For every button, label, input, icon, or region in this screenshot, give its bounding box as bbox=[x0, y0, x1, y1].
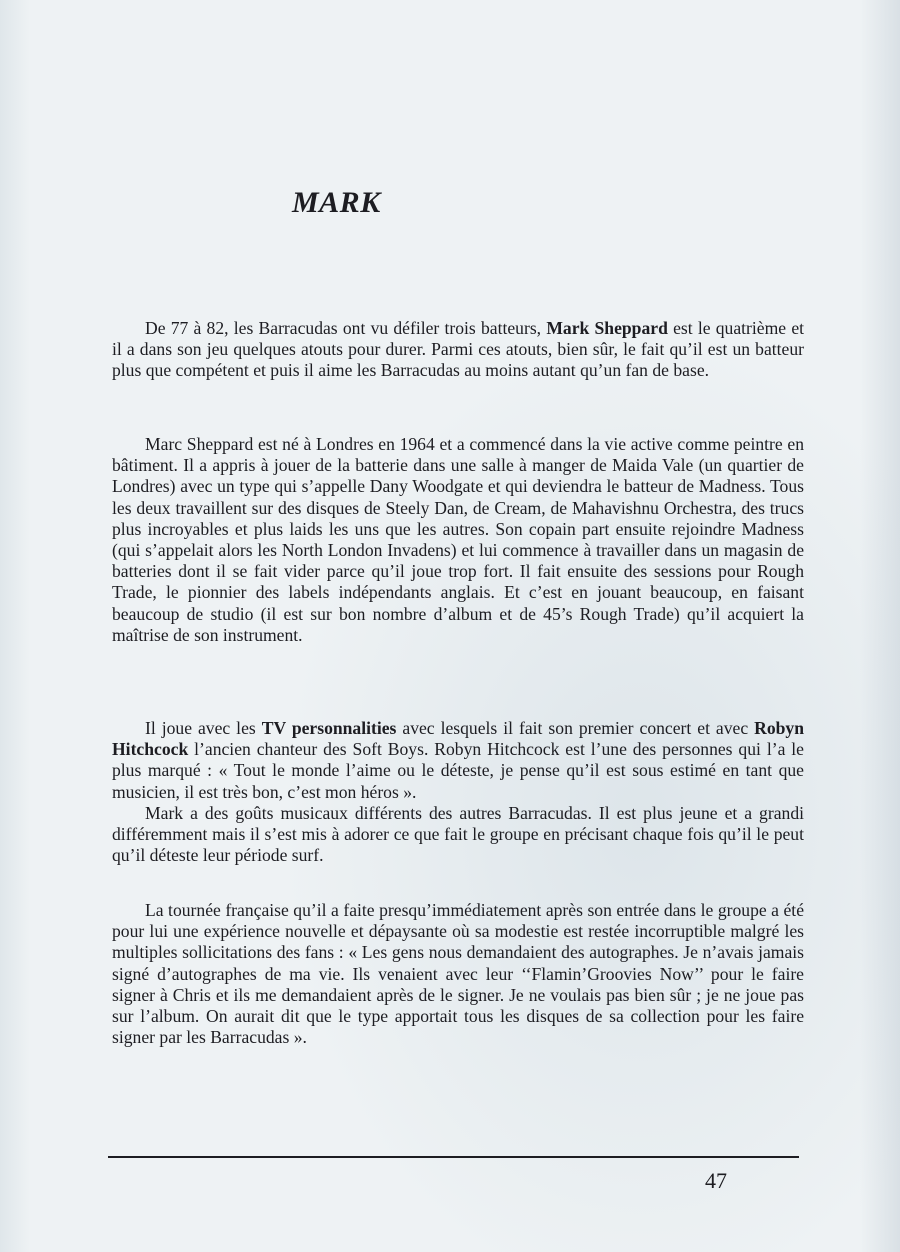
page-number: 47 bbox=[705, 1168, 727, 1193]
name-mark-sheppard: Mark Sheppard bbox=[546, 318, 668, 338]
paragraph-intro bbox=[112, 318, 804, 382]
text-run: avec lesquels il fait son premier concert et avec bbox=[396, 718, 755, 738]
paragraph-text bbox=[112, 318, 804, 382]
text-run: Marc Sheppard est né à Londres en 1964 et a commencé dans la vie active comme peintre en bâtiment. Il a appris à jouer de la batterie dans une salle à manger de Maida Vale (un quartier de Londres) avec un type qui s’appelle Dany Woodgate et qui deviendra le batteur de Madness. Tous les deux travaillent sur des disques de Steely Dan, de Cream, de Mahavishnu Orchestra, des trucs plus incroyables et plus laids les uns que les autres. Son copain part ensuite rejoindre Madness (qui s’appelait alors les North London Invadens) et lui commence à travailler dans un magasin de batteries dont il se fait vider parce qu’il joue trop fort. Il fait ensuite des sessions pour Rough Trade, le pionnier des labels indépendants anglais. Et c’est en jouant beaucoup, en faisant beaucoup de studio (il est sur bon nombre d’album et de 45’s Rough Trade) qu’il acquiert la maîtrise de son instrument. bbox=[112, 434, 804, 645]
paragraph-tour bbox=[112, 900, 804, 1048]
text-run: La tournée française qu’il a faite presqu’immédiatement après son entrée dans le groupe a été pour lui une expérience nouvelle et dépaysante où sa modestie est restée incorruptible malgré les multiples sollicitations des fans : « Les gens nous demandaient des autographes. Je n’avais jamais signé d’autographes de ma vie. Ils venaient avec leur ‘‘Flamin’Groovies Now’’ pour le faire signer à Chris et ils me demandaient après de le signer. Je ne voulais pas bien sûr ; je ne joue pas sur l’album. On aurait dit que le type apportait tous les disques de sa collection pour les faire signer par les Barracudas ». bbox=[112, 900, 804, 1048]
page-title: MARK bbox=[292, 186, 381, 219]
text-run: Mark a des goûts musicaux différents des autres Barracudas. Il est plus jeune et a grandi différemment mais il s’est mis à adorer ce que fait le groupe en précisant chaque fois qu’il le peut qu’il déteste leur période surf. bbox=[112, 802, 804, 866]
text-run: Il joue avec les bbox=[145, 718, 262, 738]
text-run: De 77 à 82, les Barracudas ont vu défiler trois batteurs, bbox=[145, 318, 547, 338]
name-tv-personnalities: TV personnalities bbox=[261, 718, 397, 738]
paragraph-biography bbox=[112, 434, 804, 646]
name-robyn-hitchcock: Robyn Hitchcock bbox=[112, 718, 805, 760]
footer-rule bbox=[108, 1156, 799, 1158]
paragraph-tastes bbox=[112, 803, 804, 867]
paragraph-collaborations bbox=[112, 718, 804, 866]
paragraph-text bbox=[112, 434, 804, 646]
text-run: l’ancien chanteur des Soft Boys. Robyn Hitchcock est l’une des personnes qui l’a le plus marqué : « Tout le monde l’aime ou le déteste, je pense qu’il est sous estimé en tant que musicien, il est très bon, c’est mon héros ». bbox=[112, 739, 804, 802]
paragraph-text bbox=[112, 900, 804, 1048]
paragraph-text bbox=[112, 718, 804, 803]
text-run: est le quatrième et il a dans son jeu quelques atouts pour durer. Parmi ces atouts, bien sûr, le fait qu’il est un batteur plus que compétent et puis il aime les Barracudas au moins autant qu’un fan de base. bbox=[112, 318, 805, 381]
